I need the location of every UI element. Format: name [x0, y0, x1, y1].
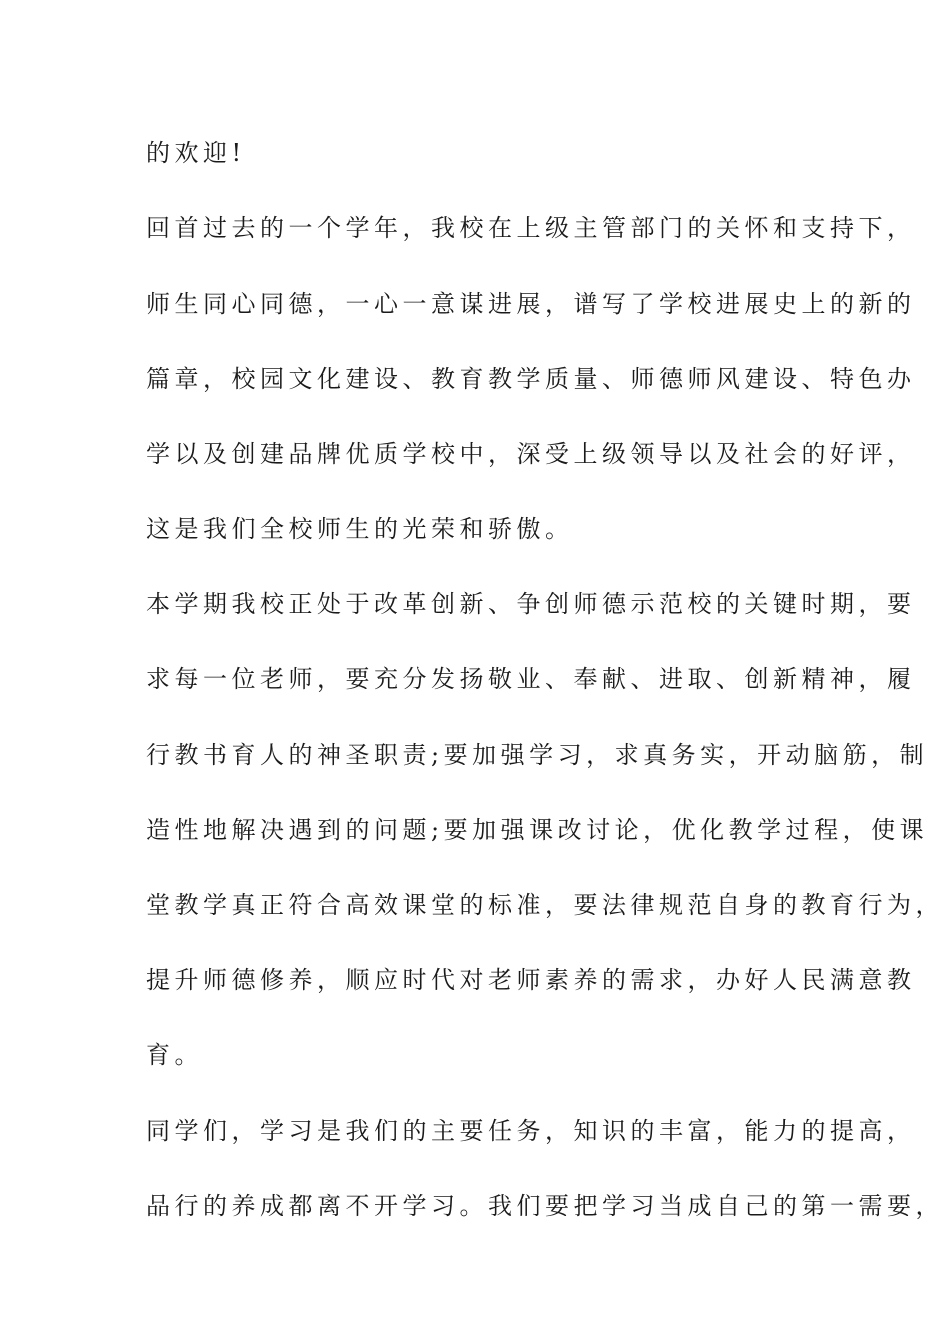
paragraph-line: 学以及创建品牌优质学校中，深受上级领导以及社会的好评，	[146, 440, 916, 468]
paragraph-line: 本学期我校正处于改革创新、争创师德示范校的关键时期，要	[146, 590, 916, 618]
paragraph-line: 造性地解决遇到的问题;要加强课改讨论，优化教学过程，使课	[146, 816, 929, 844]
paragraph-line: 同学们，学习是我们的主要任务，知识的丰富，能力的提高，	[146, 1117, 916, 1145]
paragraph-line: 提升师德修养，顺应时代对老师素养的需求，办好人民满意教	[146, 966, 916, 994]
paragraph-line: 师生同心同德，一心一意谋进展，谱写了学校进展史上的新的	[146, 290, 916, 318]
paragraph-line: 的欢迎!	[146, 139, 246, 167]
paragraph-line: 这是我们全校师生的光荣和骄傲。	[146, 515, 574, 543]
paragraph-line: 育。	[146, 1041, 203, 1069]
paragraph-line: 品行的养成都离不开学习。我们要把学习当成自己的第一需要，	[146, 1192, 944, 1220]
paragraph-line: 篇章，校园文化建设、教育教学质量、师德师风建设、特色办	[146, 365, 916, 393]
paragraph-line: 堂教学真正符合高效课堂的标准，要法律规范自身的教育行为，	[146, 891, 944, 919]
paragraph-line: 行教书育人的神圣职责;要加强学习，求真务实，开动脑筋，制	[146, 741, 929, 769]
paragraph-line: 求每一位老师，要充分发扬敬业、奉献、进取、创新精神，履	[146, 665, 916, 693]
paragraph-line: 回首过去的一个学年，我校在上级主管部门的关怀和支持下，	[146, 214, 916, 242]
